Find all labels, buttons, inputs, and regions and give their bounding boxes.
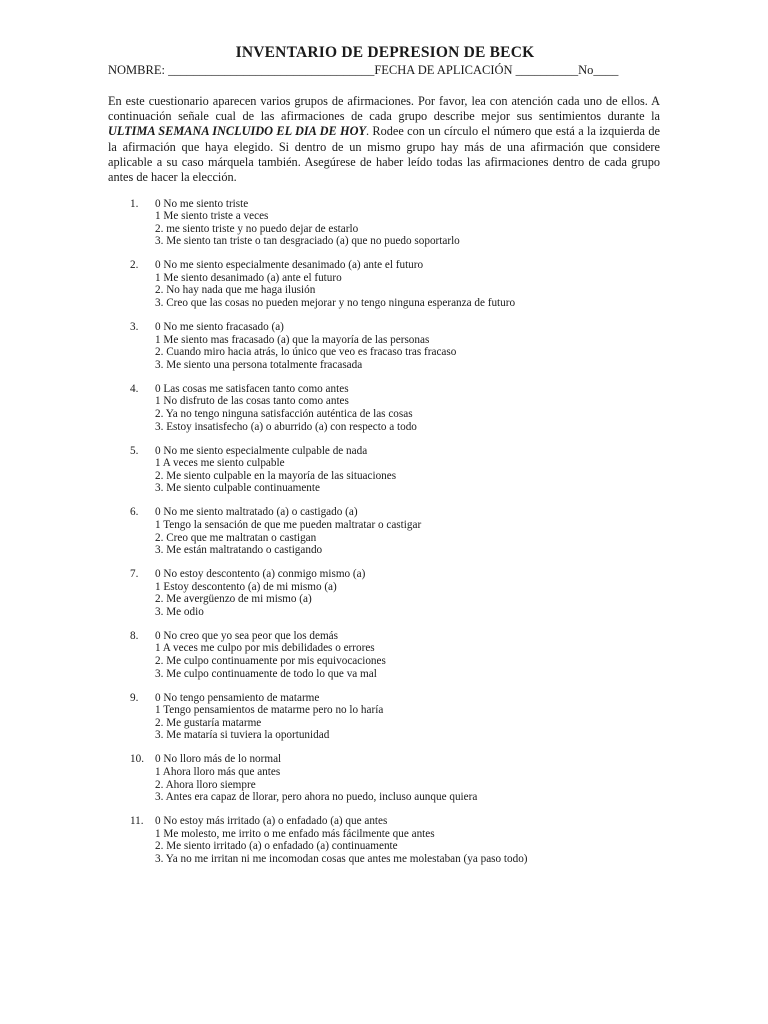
- question-number: 8.: [130, 629, 139, 642]
- answer-option[interactable]: 1 Me siento triste a veces: [155, 210, 269, 223]
- answer-option[interactable]: 0 Las cosas me satisfacen tanto como antes: [155, 382, 349, 395]
- answer-option[interactable]: 1 A veces me culpo por mis debilidades o errores: [155, 642, 375, 655]
- answer-option[interactable]: 3. Me odio: [155, 605, 204, 618]
- name-date-fields: NOMBRE: _________________________________FECHA DE APLICACIÓN __________No____: [108, 63, 619, 77]
- answer-option[interactable]: 1 Me siento mas fracasado (a) que la mayoría de las personas: [155, 333, 430, 346]
- answer-option[interactable]: 1 Ahora lloro más que antes: [155, 766, 281, 778]
- answer-option[interactable]: 3. Antes era capaz de llorar, pero ahora no puedo, incluso aunque quiera: [155, 791, 478, 804]
- answer-option[interactable]: 1 Tengo la sensación de que me pueden maltratar o castigar: [155, 518, 422, 531]
- question-number: 9.: [130, 691, 139, 704]
- answer-option[interactable]: 0 No creo que yo sea peor que los demás: [155, 629, 338, 642]
- answer-option[interactable]: 1 Tengo pensamientos de matarme pero no lo haría: [155, 704, 384, 717]
- question-number: 2.: [130, 259, 139, 272]
- question-number: 10.: [130, 753, 144, 766]
- answer-option[interactable]: 0 No lloro más de lo normal: [155, 753, 282, 766]
- answer-option[interactable]: 2. Me siento culpable en la mayoría de las situaciones: [155, 469, 397, 482]
- answer-option[interactable]: 3. Creo que las cosas no pueden mejorar y no tengo ninguna esperanza de futuro: [155, 297, 516, 310]
- answer-option[interactable]: 2. Me siento irritado (a) o enfadado (a) continuamente: [155, 840, 398, 853]
- answer-option[interactable]: 0 No me siento triste: [155, 197, 249, 210]
- answer-option[interactable]: 1 Estoy descontento (a) de mi mismo (a): [155, 580, 337, 593]
- answer-option[interactable]: 0 No me siento maltratado (a) o castigado (a): [155, 506, 358, 519]
- answer-option[interactable]: 3. Me siento una persona totalmente fracasada: [155, 358, 363, 371]
- instructions-text-end: . Rodee con un círculo el número que está a la izquierda de la afirmación que haya elegido. Si dentro de un mismo grupo hay más de una afirmación que considere aplicable a su caso márquela también. Asegúrese de haber leído todas las afirmaciones dentro de cada grupo antes de hacer la elección.: [108, 124, 660, 185]
- answer-option[interactable]: 3. Me siento tan triste o tan desgraciado (a) que no puedo soportarlo: [155, 235, 460, 248]
- question-item: [108, 383, 768, 433]
- question-item: [108, 568, 768, 618]
- question-number: 3.: [130, 321, 139, 334]
- answer-option[interactable]: 0 No me siento especialmente desanimado (a) ante el futuro: [155, 259, 424, 272]
- question-number: 11.: [130, 815, 144, 828]
- answer-option[interactable]: 0 No me siento fracasado (a): [155, 321, 284, 334]
- answer-option[interactable]: 2. Cuando miro hacia atrás, lo único que veo es fracaso tras fracaso: [155, 346, 457, 359]
- answer-option[interactable]: 3. Ya no me irritan ni me incomodan cosas que antes me molestaban (ya paso todo): [155, 852, 528, 865]
- question-item: [108, 692, 768, 742]
- question-item: [108, 630, 768, 680]
- answer-option[interactable]: 1 Me siento desanimado (a) ante el futuro: [155, 271, 342, 284]
- question-item: [108, 198, 768, 248]
- answer-option[interactable]: 3. Me mataría si tuviera la oportunidad: [155, 729, 330, 742]
- question-number: 6.: [130, 506, 139, 519]
- answer-option[interactable]: 2. Creo que me maltratan o castigan: [155, 531, 317, 544]
- answer-option[interactable]: 0 No estoy más irritado (a) o enfadado (a) que antes: [155, 815, 388, 828]
- answer-option[interactable]: 3. Me culpo continuamente de todo lo que va mal: [155, 667, 377, 680]
- question-item: [108, 259, 768, 309]
- question-number: 7.: [130, 568, 139, 581]
- answer-option[interactable]: 1 A veces me siento culpable: [155, 457, 285, 470]
- question-item: [108, 815, 768, 865]
- question-item: [108, 753, 768, 803]
- answer-option[interactable]: 3. Me están maltratando o castigando: [155, 544, 323, 557]
- answer-option[interactable]: 0 No estoy descontento (a) conmigo mismo (a): [155, 568, 366, 581]
- answer-option[interactable]: 2. Me culpo continuamente por mis equivocaciones: [155, 655, 386, 668]
- question-item: [108, 321, 768, 371]
- question-number: 5.: [130, 444, 139, 457]
- instructions-text-start: En este cuestionario aparecen varios grupos de afirmaciones. Por favor, lea con atención cada uno de ellos. A continuación señale cual de las afirmaciones de cada grupo describe mejor sus sentimientos durante la: [108, 94, 660, 124]
- question-item: [108, 506, 768, 556]
- answer-option[interactable]: 3. Estoy insatisfecho (a) o aburrido (a) con respecto a todo: [155, 420, 417, 433]
- answer-option[interactable]: 0 No tengo pensamiento de matarme: [155, 691, 320, 704]
- answer-option[interactable]: 2. Ahora lloro siempre: [155, 778, 256, 791]
- answer-option[interactable]: 1 Me molesto, me irrito o me enfado más fácilmente que antes: [155, 827, 435, 840]
- document-title: INVENTARIO DE DEPRESION DE BECK: [235, 44, 535, 61]
- instructions-paragraph: [108, 94, 660, 185]
- answer-option[interactable]: 2. Me gustaría matarme: [155, 716, 262, 729]
- question-item: [108, 445, 768, 495]
- question-number: 1.: [130, 197, 139, 210]
- instructions-emphasis: ULTIMA SEMANA INCLUIDO EL DIA DE HOY: [108, 124, 366, 139]
- answer-option[interactable]: 1 No disfruto de las cosas tanto como antes: [155, 395, 349, 408]
- answer-option[interactable]: 0 No me siento especialmente culpable de nada: [155, 444, 368, 457]
- questions-list: [108, 198, 768, 866]
- answer-option[interactable]: 3. Me siento culpable continuamente: [155, 482, 320, 495]
- answer-option[interactable]: 2. me siento triste y no puedo dejar de estarlo: [155, 222, 359, 235]
- question-number: 4.: [130, 382, 139, 395]
- answer-option[interactable]: 2. Ya no tengo ninguna satisfacción auténtica de las cosas: [155, 408, 413, 420]
- answer-option[interactable]: 2. Me avergüenzo de mi mismo (a): [155, 593, 312, 606]
- answer-option[interactable]: 2. No hay nada que me haga ilusión: [155, 284, 316, 297]
